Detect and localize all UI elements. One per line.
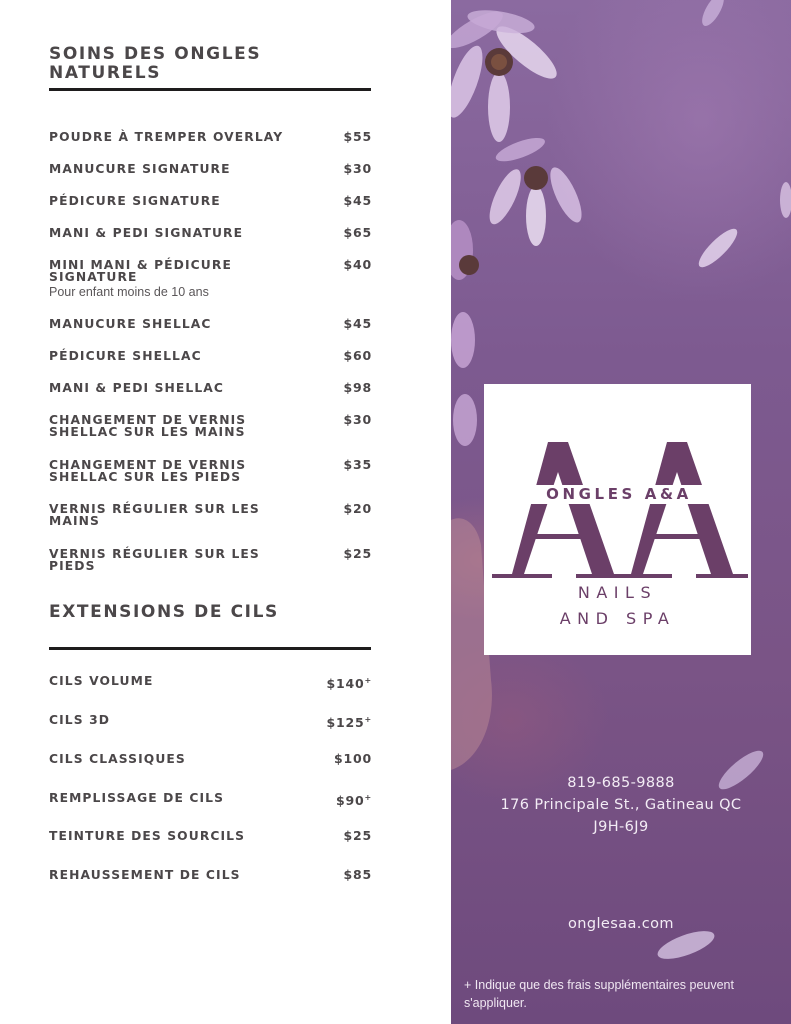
menu-item bbox=[49, 869, 372, 881]
section-divider bbox=[49, 88, 371, 91]
item-price: $35 bbox=[343, 457, 372, 472]
menu-item bbox=[49, 318, 372, 330]
item-name: CILS CLASSIQUES bbox=[49, 752, 186, 766]
item-name: POUDRE À TREMPER OVERLAY bbox=[49, 130, 284, 144]
item-name: CILS 3D bbox=[49, 713, 111, 727]
item-name: VERNIS RÉGULIER SUR LES PIEDS bbox=[49, 547, 260, 573]
menu-item bbox=[49, 830, 372, 842]
item-name: MANI & PEDI SIGNATURE bbox=[49, 226, 244, 240]
contact-phone: 819-685-9888 bbox=[567, 775, 675, 791]
item-price: $45 bbox=[343, 316, 372, 331]
item-name: MANI & PEDI SHELLAC bbox=[49, 381, 225, 395]
item-price: $25 bbox=[343, 828, 372, 843]
item-price: $40 bbox=[343, 257, 372, 272]
menu-item bbox=[49, 350, 372, 362]
item-price: $98 bbox=[343, 380, 372, 395]
item-price: $30 bbox=[343, 161, 372, 176]
brand-logo bbox=[484, 384, 751, 655]
menu-item bbox=[49, 131, 372, 143]
item-price: $45 bbox=[343, 193, 372, 208]
menu-item bbox=[49, 503, 372, 527]
item-price: $60 bbox=[343, 348, 372, 363]
item-name: TEINTURE DES SOURCILS bbox=[49, 829, 246, 843]
item-name: REHAUSSEMENT DE CILS bbox=[49, 868, 241, 882]
section-title-lashes: EXTENSIONS DE CILS bbox=[49, 602, 279, 622]
item-name: CHANGEMENT DE VERNIS SHELLAC SUR LES MAINS bbox=[49, 413, 247, 439]
menu-item bbox=[49, 259, 372, 299]
item-price: $100 bbox=[334, 751, 372, 766]
item-name: CILS VOLUME bbox=[49, 674, 154, 688]
menu-item bbox=[49, 163, 372, 175]
pricing-footnote: + Indique que des frais supplémentaires peuvent s'appliquer. bbox=[464, 978, 734, 1010]
menu-item bbox=[49, 548, 372, 572]
contact-address-line2: J9H-6J9 bbox=[593, 819, 649, 835]
section-divider bbox=[49, 647, 371, 650]
item-name: MANUCURE SHELLAC bbox=[49, 317, 212, 331]
item-price: $140+ bbox=[326, 676, 372, 692]
menu-item bbox=[49, 753, 372, 765]
item-name: MANUCURE SIGNATURE bbox=[49, 162, 231, 176]
item-price: $25 bbox=[343, 546, 372, 561]
brand-tagline-1: NAILS bbox=[577, 583, 658, 602]
menu-item bbox=[49, 791, 372, 809]
item-name: MINI MANI & PÉDICURE SIGNATURE bbox=[49, 258, 232, 284]
item-price: $90+ bbox=[335, 793, 372, 809]
menu-item bbox=[49, 227, 372, 239]
menu-item bbox=[49, 713, 372, 731]
item-name: PÉDICURE SIGNATURE bbox=[49, 194, 221, 208]
item-price: $20 bbox=[343, 501, 372, 516]
item-name: VERNIS RÉGULIER SUR LES MAINS bbox=[49, 502, 260, 528]
item-name: CHANGEMENT DE VERNIS SHELLAC SUR LES PIEDS bbox=[49, 458, 247, 484]
item-price: $65 bbox=[343, 225, 372, 240]
item-name: REMPLISSAGE DE CILS bbox=[49, 791, 225, 805]
brand-tagline-2: AND SPA bbox=[559, 609, 676, 628]
contact-address-line1: 176 Principale St., Gatineau QC bbox=[500, 797, 742, 813]
menu-item bbox=[49, 674, 372, 692]
menu-item bbox=[49, 195, 372, 207]
item-price: $55 bbox=[343, 129, 372, 144]
item-price: $125+ bbox=[326, 715, 372, 731]
item-note: Pour enfant moins de 10 ans bbox=[49, 285, 209, 299]
item-name: PÉDICURE SHELLAC bbox=[49, 349, 202, 363]
brand-name: ONGLES A&A bbox=[546, 485, 692, 503]
item-price: $85 bbox=[343, 867, 372, 882]
menu-item bbox=[49, 382, 372, 394]
menu-item bbox=[49, 459, 372, 483]
brand-panel bbox=[451, 0, 791, 1024]
menu-item bbox=[49, 414, 372, 438]
item-price: $30 bbox=[343, 412, 372, 427]
section-title-natural-nails: SOINS DES ONGLES NATURELS bbox=[49, 44, 262, 83]
website-link[interactable]: onglesaa.com bbox=[568, 916, 674, 932]
